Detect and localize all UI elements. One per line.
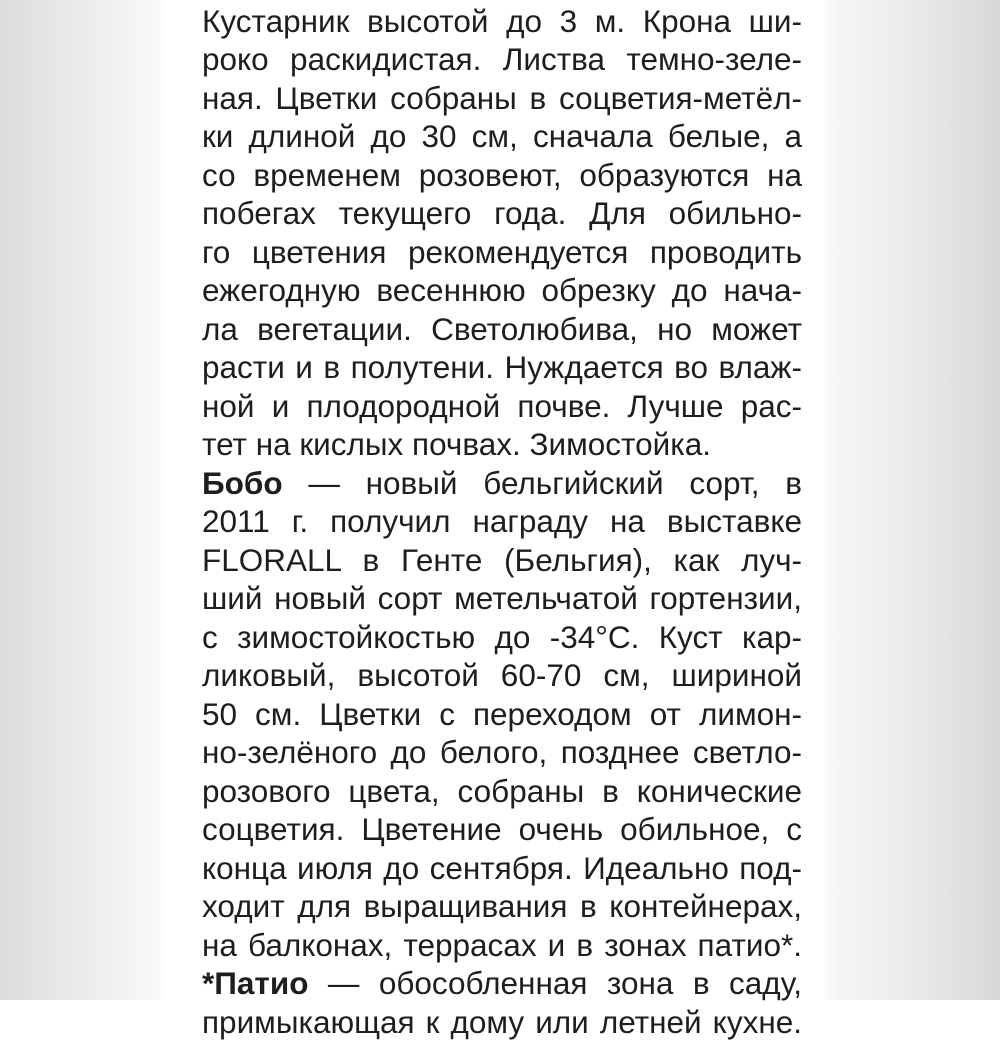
text-line: конца июля до сентября. Идеально под- <box>202 850 802 886</box>
text-line <box>202 463 802 503</box>
footnote-line <box>202 963 802 1003</box>
text-line: соцветия. Цветение очень обильное, с <box>202 811 802 847</box>
text-line: ки длиной до 30 см, сначала белые, а <box>202 118 802 154</box>
text-line: роко раскидистая. Листва темно-зеле- <box>202 41 802 77</box>
text-span: — обособленная зона в саду, <box>308 965 802 1001</box>
text-line: ная. Цветки собраны в соцветия-метёл- <box>202 80 802 116</box>
text-line: со временем розовеют, образуются на <box>202 157 802 193</box>
text-line: го цветения рекомендуется проводить <box>202 234 802 270</box>
text-line: но-зелёного до белого, позднее светло- <box>202 734 802 770</box>
text-line: ной и плодородной почве. Лучше рас- <box>202 388 802 424</box>
text-line: ший новый сорт метельчатой гортензии, <box>202 580 802 616</box>
term-patio: *Патио <box>202 965 309 1001</box>
text-line: ликовый, высотой 60-70 см, шириной <box>202 657 802 693</box>
text-line: 2011 г. получил награду на выставке <box>202 503 802 539</box>
term-bobo: Бобо <box>202 465 283 501</box>
right-background <box>810 0 1000 1000</box>
text-line: ежегодную весеннюю обрезку до нача- <box>202 272 802 308</box>
text-line: 50 см. Цветки с переходом от лимон- <box>202 696 802 732</box>
text-line: ходит для выращивания в контейнерах, <box>202 888 802 924</box>
text-line: на балконах, террасах и в зонах патио*. <box>202 927 802 963</box>
text-line: побегах текущего года. Для обильно- <box>202 195 802 231</box>
text-line: розового цвета, собраны в конические <box>202 773 802 809</box>
text-line: ла вегетации. Светолюбива, но может <box>202 311 802 347</box>
text-line: с зимостойкостью до -34°С. Куст кар- <box>202 619 802 655</box>
text-span: — новый бельгийский сорт, в <box>282 465 802 501</box>
text-line: расти и в полутени. Нуждается во влаж- <box>202 349 802 385</box>
left-background <box>0 0 170 1000</box>
text-line: FLORALL в Генте (Бельгия), как луч- <box>202 542 802 578</box>
footnote-line: примыкающая к дому или летней кухне. <box>202 1004 802 1040</box>
text-line: тет на кислых почвах. Зимостойка. <box>202 426 711 462</box>
text-line: Кустарник высотой до 3 м. Крона ши- <box>202 3 802 39</box>
